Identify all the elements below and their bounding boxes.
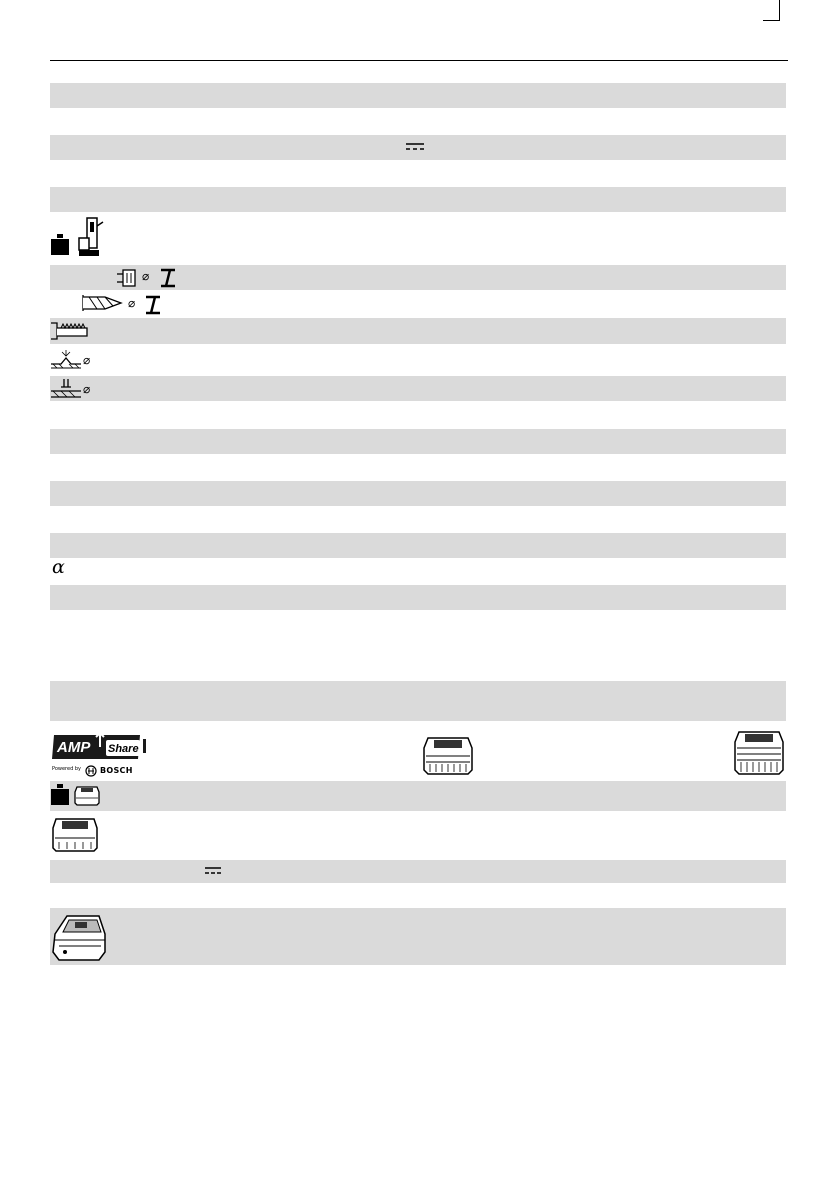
diameter-symbol: ⌀ xyxy=(142,269,150,283)
table-row xyxy=(50,533,786,558)
magnetic-drill-press-icon xyxy=(77,216,105,258)
diameter-symbol: ⌀ xyxy=(128,296,136,310)
table-row xyxy=(50,585,786,610)
steel-beam-icon xyxy=(158,268,178,288)
table-row xyxy=(50,318,786,344)
dc-current-icon xyxy=(205,867,223,875)
reaming-icon xyxy=(51,379,81,399)
bosch-brand: BOSCH xyxy=(100,766,133,775)
countersink-icon xyxy=(51,350,81,370)
table-row xyxy=(50,681,786,721)
table-row xyxy=(50,481,786,506)
dc-current-icon xyxy=(406,143,426,151)
share-text: Share xyxy=(108,743,139,755)
amp-share-logo xyxy=(52,733,148,761)
amp-text: AMP xyxy=(57,739,91,756)
table-row xyxy=(50,429,786,454)
thread-tap-icon xyxy=(51,322,91,340)
header-rule xyxy=(50,60,788,61)
twist-drill-icon xyxy=(83,294,125,312)
battery-pack-icon xyxy=(733,728,785,776)
diameter-symbol: ⌀ xyxy=(83,382,91,396)
powered-by-text: Powered by xyxy=(52,766,81,772)
table-row xyxy=(50,781,786,811)
steel-beam-icon xyxy=(143,295,163,315)
diameter-symbol: ⌀ xyxy=(83,353,91,367)
weight-icon xyxy=(51,234,69,256)
crop-mark xyxy=(763,0,780,21)
table-row xyxy=(50,83,786,108)
battery-pack-icon xyxy=(73,785,101,807)
table-row xyxy=(50,860,786,883)
table-row xyxy=(50,908,786,965)
bosch-logo-icon xyxy=(85,765,97,777)
core-cutter-icon xyxy=(117,269,137,287)
table-row xyxy=(50,376,786,401)
battery-pack-icon xyxy=(422,734,474,776)
table-row xyxy=(50,187,786,212)
battery-pack-icon xyxy=(51,816,99,854)
weight-icon xyxy=(51,784,69,806)
temperature-symbol: 𝛼 xyxy=(52,556,65,578)
charger-icon xyxy=(51,912,107,962)
